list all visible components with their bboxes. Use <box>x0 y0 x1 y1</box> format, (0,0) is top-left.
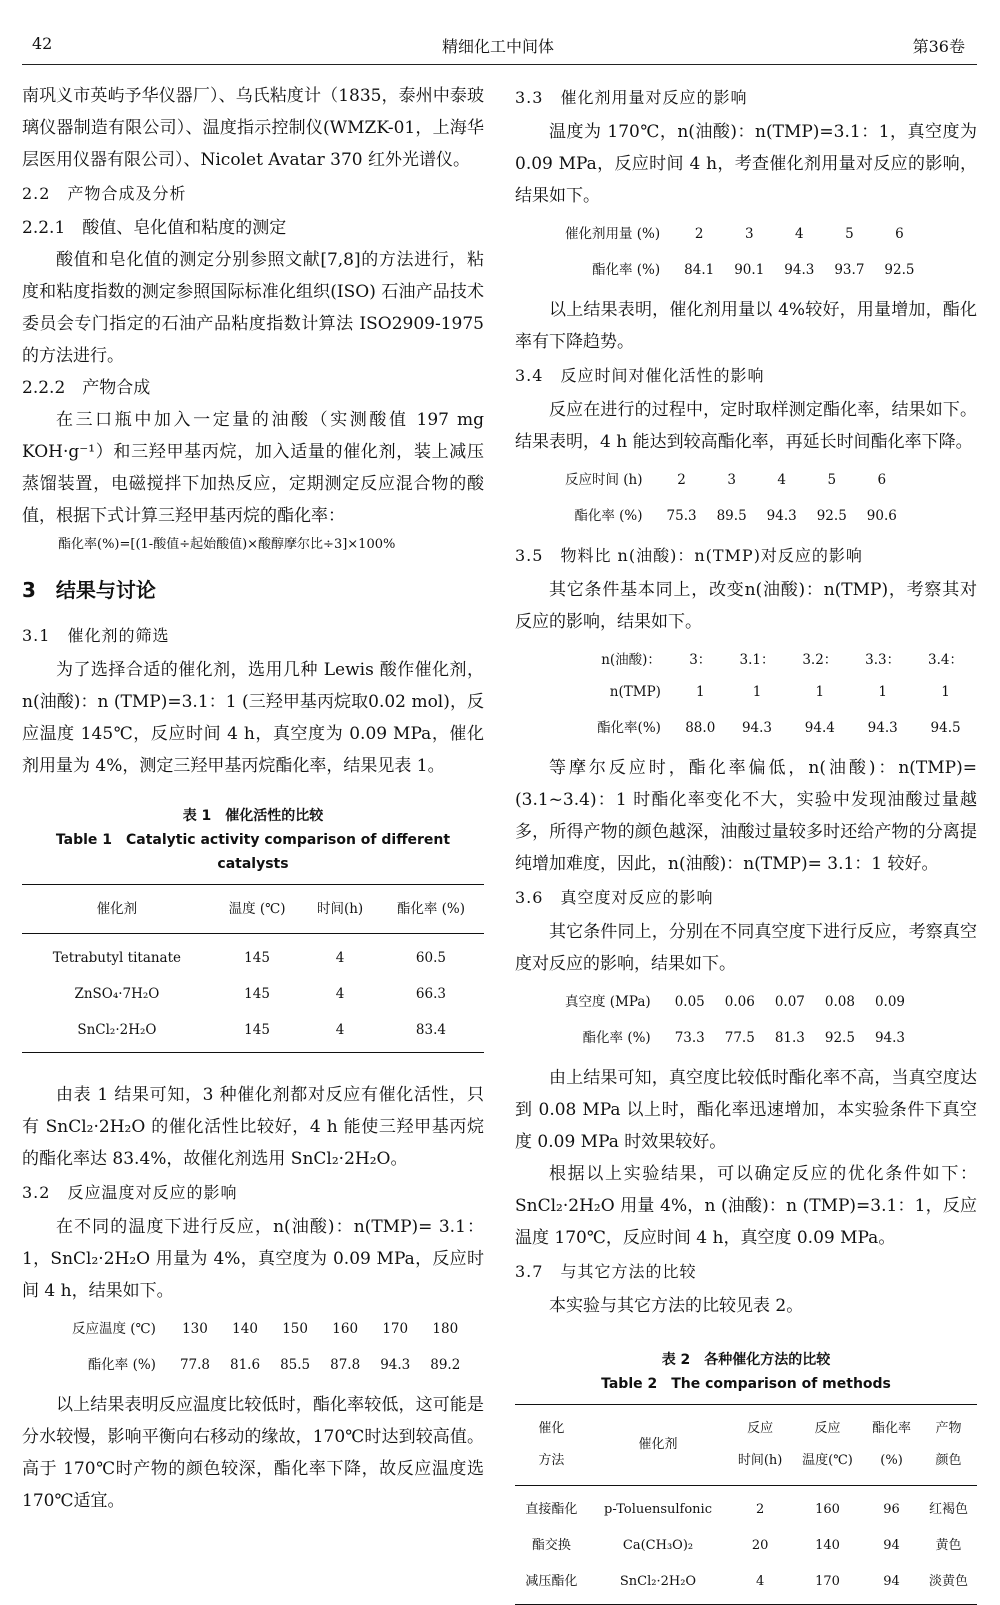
value: 0.09 <box>874 994 905 1010</box>
paragraph: 由表 1 结果可知，3 种催化剂都对反应有催化活性，只有 SnCl₂·2H₂O 的催化活性比较好，4 h 能使三羟甲基丙烷的酯化率达 83.4%，故催化剂选用 SnCl₂·2H₂O。 <box>22 1085 484 1169</box>
value: 93.7 <box>834 262 865 278</box>
value: 84.1 <box>684 262 715 278</box>
value: 87.8 <box>330 1357 361 1373</box>
value: 89.5 <box>716 508 747 524</box>
value: 90.6 <box>866 508 897 524</box>
page-header <box>22 30 977 65</box>
value: 140 <box>232 1321 258 1337</box>
data-table-vacuum <box>555 984 915 1056</box>
value: 3 <box>744 226 754 242</box>
paragraph: 以上结果表明反应温度比较低时，酯化率较低，这可能是分水较慢，影响平衡向右移动的缘故，170℃时达到较高值。高于 170℃时产物的颜色较深，酯化率下降，故反应温度选 170℃适宜。 <box>22 1395 484 1511</box>
value: 90.1 <box>734 262 765 278</box>
value: 75.3 <box>666 508 697 524</box>
table-cell: 20 <box>751 1538 769 1553</box>
formula: 酯化率(%)=[(1-酸值÷起始酸值)×酸醇摩尔比÷3]×100% <box>58 537 396 552</box>
table-row <box>515 1528 977 1564</box>
value: 3 <box>727 472 736 488</box>
value: 81.6 <box>230 1357 261 1373</box>
paragraph: 根据以上实验结果，可以确定反应的优化条件如下：SnCl₂·2H₂O 用量 4%，n (油酸)：n (TMP)=3.1：1，反应温度 170℃，反应时间 4 h，真空度 0.09 MPa。 <box>515 1164 977 1248</box>
section-heading: 2.2 产物合成及分析 <box>22 184 187 203</box>
row-label: 反应时间 (h) <box>565 472 643 488</box>
table-cell: 2 <box>755 1502 765 1517</box>
column-header: 反应 时间(h) <box>728 1405 792 1486</box>
value: 94.3 <box>784 262 815 278</box>
table-cell: 145 <box>244 986 270 1002</box>
table-cell: p-Toluensulfonic <box>604 1502 712 1517</box>
value: 94.3 <box>741 720 773 736</box>
column-header: 酯化率 (%) <box>378 885 484 934</box>
table-caption-cn: 表 2 各种催化方法的比较 <box>661 1352 831 1368</box>
left-column <box>22 80 484 1517</box>
column-header: 产物 颜色 <box>920 1405 977 1486</box>
value: 73.3 <box>674 1030 705 1046</box>
table-caption-en: Table 1 Catalytic activity comparison of different catalysts <box>55 832 451 872</box>
table-cell: 170 <box>792 1564 863 1605</box>
value: 94.3 <box>766 508 797 524</box>
value: 2 <box>677 472 686 488</box>
value: 92.5 <box>884 262 915 278</box>
value: 77.8 <box>179 1357 210 1373</box>
value: 92.5 <box>816 508 847 524</box>
paragraph: 等摩尔反应时，酯化率偏低，n(油酸)：n(TMP)= (3.1~3.4)：1 时酯化率变化不大，实验中发现油酸过量越多，所得产物的颜色越深，油酸过量较多时还给产物的分离提纯增加难度，因此，n(油酸)：n(TMP)= 3.1：1 较好。 <box>515 758 977 874</box>
table-row <box>515 1564 977 1605</box>
table-cell: 60.5 <box>415 950 446 966</box>
paragraph: 南巩义市英屿予华仪器厂）、乌氏粘度计（1835，泰州中泰玻璃仪器制造有限公司）、温度指示控制仪(WMZK-01，上海华层医用仪器有限公司）、Nicolet Avatar 370 红外光谱仪。 <box>22 86 484 170</box>
data-table-reaction-time <box>555 462 907 534</box>
table-cell: ZnSO₄·7H₂O <box>74 986 160 1002</box>
value: 94.4 <box>804 720 835 736</box>
table-row <box>22 934 484 977</box>
section-heading: 3.2 反应温度对反应的影响 <box>22 1183 238 1202</box>
value: 3：1 <box>689 652 712 700</box>
value: 81.3 <box>774 1030 805 1046</box>
table-cell: Tetrabutyl titanate <box>52 950 182 966</box>
value: 3.4：1 <box>928 652 964 700</box>
value: 94.3 <box>874 1030 905 1046</box>
paragraph: 其它条件同上，分别在不同真空度下进行反应，考察真空度对反应的影响，结果如下。 <box>515 922 977 974</box>
paragraph: 其它条件基本同上，改变n(油酸)：n(TMP)，考察其对反应的影响，结果如下。 <box>515 580 977 632</box>
section-heading: 3 结果与讨论 <box>22 578 156 602</box>
value: 85.5 <box>280 1357 311 1373</box>
section-heading: 3.3 催化剂用量对反应的影响 <box>515 88 748 107</box>
table-cell: 红褐色 <box>928 1502 968 1517</box>
volume-label: 第36卷 <box>912 37 965 56</box>
row-label: 酯化率 (%) <box>574 508 643 524</box>
column-header: 酯化率 (%) <box>863 1405 920 1486</box>
table-row <box>515 1486 977 1529</box>
value: 77.5 <box>724 1030 755 1046</box>
data-table-catalyst-amount <box>555 216 924 288</box>
section-heading: 3.1 催化剂的筛选 <box>22 626 170 645</box>
paragraph: 在三口瓶中加入一定量的油酸（实测酸值 197 mg KOH·g⁻¹）和三羟甲基丙烷，加入适量的催化剂，装上减压蒸馏装置，电磁搅拌下加热反应，定期测定反应混合物的酸值，根据下式计算三羟甲基丙烷的酯化率： <box>22 410 484 526</box>
value: 0.07 <box>774 994 805 1010</box>
row-label: n(油酸)：n(TMP) <box>601 652 661 700</box>
value: 89.2 <box>430 1357 461 1373</box>
table-cell: 黄色 <box>935 1538 962 1553</box>
table-cell: Ca(CH₃O)₂ <box>622 1538 694 1553</box>
paragraph: 酸值和皂化值的测定分别参照文献[7,8]的方法进行，粘度和粘度指数的测定参照国际标准化组织(ISO) 石油产品技术委员会专门指定的石油产品粘度指数计算法 ISO2909-1975 的方法进行。 <box>22 250 484 366</box>
section-heading: 3.5 物料比 n(油酸)：n(TMP)对反应的影响 <box>515 546 863 565</box>
journal-title: 精细化工中间体 <box>442 37 555 56</box>
value: 88.0 <box>685 720 716 736</box>
value: 3.2：1 <box>802 652 838 700</box>
value: 150 <box>282 1321 308 1337</box>
table-cell: 4 <box>335 986 345 1002</box>
value: 0.05 <box>674 994 705 1010</box>
row-label: 酯化率 (%) <box>87 1357 156 1373</box>
value: 2 <box>694 226 704 242</box>
column-header: 温度 (℃) <box>212 885 302 934</box>
value: 5 <box>827 472 837 488</box>
value: 0.06 <box>724 994 755 1010</box>
table-cell: 减压酯化 <box>515 1564 588 1605</box>
paragraph: 本实验与其它方法的比较见表 2。 <box>549 1296 804 1316</box>
data-table-temperature <box>62 1311 470 1383</box>
table-cell: 160 <box>815 1502 840 1517</box>
table-cell: 83.4 <box>378 1012 484 1053</box>
table-cell: 酯交换 <box>531 1538 571 1553</box>
table-cell: 94 <box>883 1538 900 1553</box>
value: 170 <box>382 1321 409 1337</box>
data-table-molar-ratio <box>545 642 977 746</box>
paragraph: 以上结果表明，催化剂用量以 4%较好，用量增加，酯化率有下降趋势。 <box>515 300 977 352</box>
right-column <box>515 80 977 1605</box>
paragraph: 反应在进行的过程中，定时取样测定酯化率，结果如下。结果表明，4 h 能达到较高酯化率，再延长时间酯化率下降。 <box>515 400 977 452</box>
table-cell: SnCl₂·2H₂O <box>588 1564 729 1605</box>
paragraph: 由上结果可知，真空度比较低时酯化率不高，当真空度达到 0.08 MPa 以上时，酯化率迅速增加，本实验条件下真空度 0.09 MPa 时效果较好。 <box>515 1068 977 1152</box>
value: 94.5 <box>930 720 961 736</box>
column-header: 催化 方法 <box>515 1405 588 1486</box>
table-row <box>22 1012 484 1053</box>
value: 94.3 <box>380 1357 411 1373</box>
row-label: 酯化率(%) <box>597 720 661 736</box>
table-cell: 淡黄色 <box>920 1564 977 1605</box>
paragraph: 温度为 170℃，n(油酸)：n(TMP)=3.1：1，真空度为 0.09 MPa，反应时间 4 h，考查催化剂用量对反应的影响，结果如下。 <box>515 122 977 206</box>
row-label: 反应温度 (℃) <box>72 1321 156 1337</box>
value: 160 <box>332 1321 359 1337</box>
table-cell: SnCl₂·2H₂O <box>22 1012 212 1053</box>
table-cell: 直接酯化 <box>525 1502 578 1517</box>
section-heading: 2.2.2 产物合成 <box>22 378 151 398</box>
row-label: 酯化率 (%) <box>592 262 661 278</box>
table-row <box>22 976 484 1012</box>
value: 3.3：1 <box>865 652 901 700</box>
table-cell: 66.3 <box>415 986 446 1002</box>
table-cell: 4 <box>728 1564 792 1605</box>
table-1-grid <box>22 884 484 1053</box>
value: 4 <box>795 226 804 242</box>
column-header: 催化剂 <box>588 1405 729 1486</box>
table-2-grid <box>515 1404 977 1605</box>
column-header: 反应 温度(℃) <box>792 1405 863 1486</box>
row-label: 真空度 (MPa) <box>565 994 651 1010</box>
table-cell: 4 <box>335 950 345 966</box>
table-cell: 145 <box>244 950 270 966</box>
row-label: 催化剂用量 (%) <box>565 226 661 242</box>
table-cell: 4 <box>302 1012 378 1053</box>
table-cell: 96 <box>883 1502 900 1517</box>
value: 5 <box>845 226 854 242</box>
table-cell: 140 <box>815 1538 840 1553</box>
table-caption-cn: 表 1 催化活性的比较 <box>182 808 324 824</box>
page-number: 42 <box>32 34 53 53</box>
value: 0.08 <box>824 994 855 1010</box>
table-1 <box>22 804 484 1053</box>
value: 130 <box>182 1321 208 1337</box>
table-2 <box>515 1348 977 1605</box>
row-label: 酯化率 (%) <box>582 1030 651 1046</box>
section-heading: 3.6 真空度对反应的影响 <box>515 888 714 907</box>
table-caption-en: Table 2 The comparison of methods <box>601 1376 891 1392</box>
value: 180 <box>432 1321 459 1337</box>
paragraph: 为了选择合适的催化剂，选用几种 Lewis 酸作催化剂，n(油酸)：n (TMP)=3.1：1 (三羟甲基丙烷取0.02 mol)，反应温度 145℃，反应时间 4 h，真空度为 0.09 MPa，催化剂用量为 4%，测定三羟甲基丙烷酯化率，结果见表 1。 <box>22 660 484 776</box>
section-heading: 3.4 反应时间对催化活性的影响 <box>515 366 765 385</box>
column-header: 时间(h) <box>302 885 378 934</box>
section-heading: 2.2.1 酸值、皂化值和粘度的测定 <box>22 218 287 238</box>
table-cell: 145 <box>212 1012 302 1053</box>
value: 4 <box>777 472 786 488</box>
value: 92.5 <box>824 1030 855 1046</box>
value: 94.3 <box>867 720 898 736</box>
column-header: 催化剂 <box>22 885 212 934</box>
value: 6 <box>877 472 887 488</box>
value: 3.1：1 <box>739 652 775 700</box>
table-cell: 94 <box>863 1564 920 1605</box>
value: 6 <box>895 226 904 242</box>
paragraph: 在不同的温度下进行反应，n(油酸)：n(TMP)= 3.1：1，SnCl₂·2H₂O 用量为 4%，真空度为 0.09 MPa，反应时间 4 h，结果如下。 <box>22 1217 484 1301</box>
section-heading: 3.7 与其它方法的比较 <box>515 1262 697 1281</box>
